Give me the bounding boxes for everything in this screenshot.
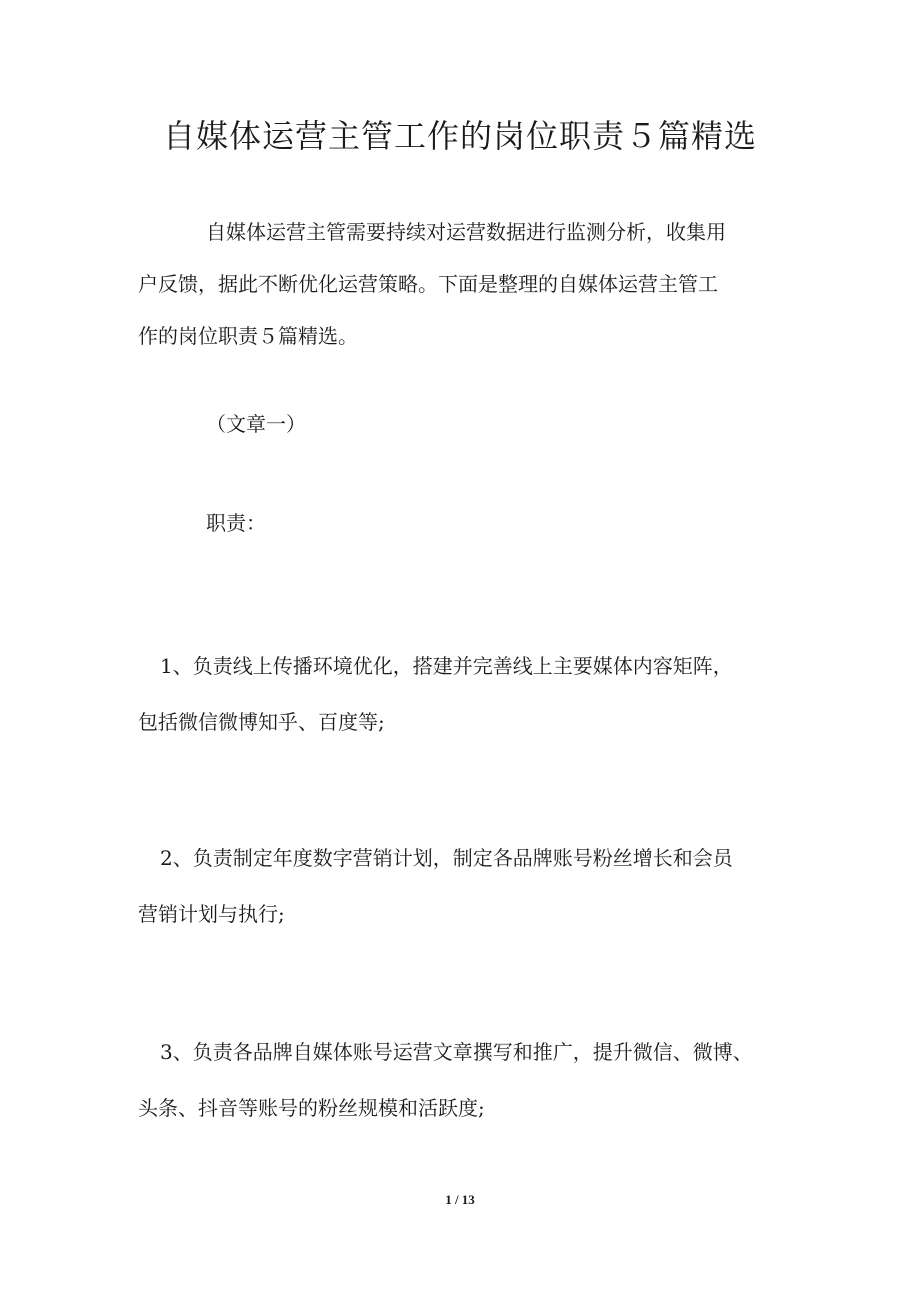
intro-line: 自媒体运营主管需要持续对运营数据进行监测分析，收集用 xyxy=(206,220,726,244)
duty-line: 包括微信微博知乎、百度等; xyxy=(138,710,385,734)
duties-heading-text: 职责： xyxy=(206,511,266,535)
duty-line: 1、负责线上传播环境优化，搭建并完善线上主要媒体内容矩阵， xyxy=(160,654,733,678)
duties-heading xyxy=(138,503,798,543)
duty-item-1 xyxy=(138,646,798,742)
duty-line: 营销计划与执行; xyxy=(138,902,285,926)
article-heading-text: （文章一） xyxy=(206,412,306,436)
duty-line: 3、负责各品牌自媒体账号运营文章撰写和推广，提升微信、微博、 xyxy=(160,1040,753,1064)
duty-item-2 xyxy=(138,838,798,934)
duty-line: 头条、抖音等账号的粉丝规模和活跃度; xyxy=(138,1096,485,1120)
duty-item-3 xyxy=(138,1032,798,1128)
intro-line: 户反馈，据此不断优化运营策略。下面是整理的自媒体运营主管工 xyxy=(138,272,718,296)
intro-paragraph xyxy=(138,212,798,356)
intro-line: 作的岗位职责５篇精选。 xyxy=(138,324,358,348)
article-heading xyxy=(138,404,798,444)
duty-line: 2、负责制定年度数字营销计划，制定各品牌账号粉丝增长和会员 xyxy=(160,846,733,870)
document-title: 自媒体运营主管工作的岗位职责５篇精选 xyxy=(162,117,757,155)
page-number: 1 / 13 xyxy=(445,1192,475,1207)
